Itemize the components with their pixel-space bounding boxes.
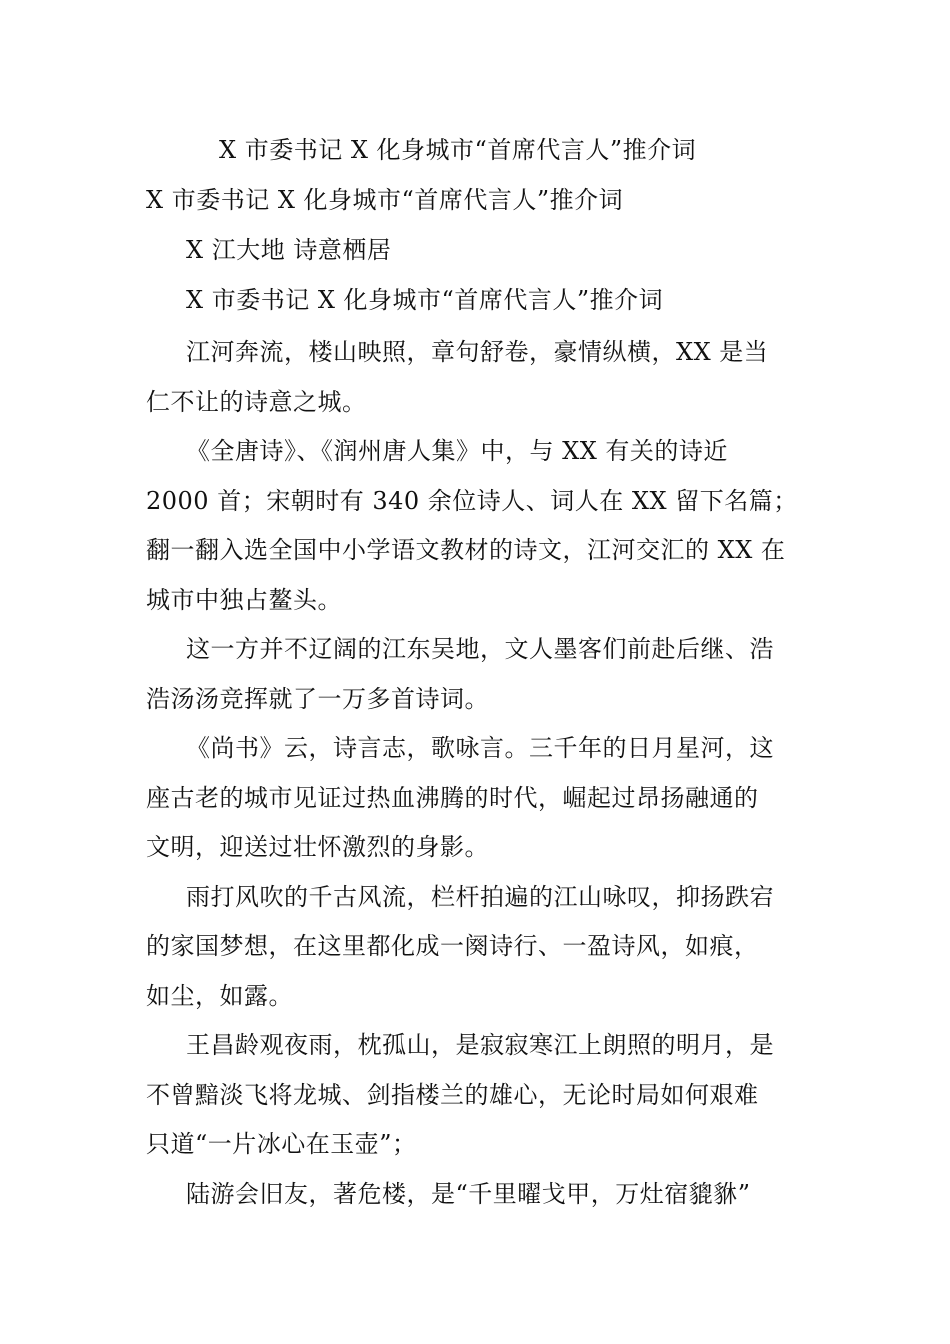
paragraph-4-line-1: 《尚书》云，诗言志，歌咏言。三千年的日月星河，这 (186, 734, 774, 762)
paragraph-6-line-2: 不曾黯淡飞将龙城、剑指楼兰的雄心，无论时局如何艰难 (146, 1081, 759, 1109)
paragraph-2-line-2: 2000 首；宋朝时有 340 余位诗人、词人在 XX 留下名篇； (146, 487, 798, 515)
paragraph-1-line-1: 江河奔流，楼山映照，章句舒卷，豪情纵横，XX 是当 (186, 338, 769, 366)
paragraph-2-line-4: 城市中独占鳌头。 (146, 586, 342, 614)
document-slogan: X 江大地 诗意栖居 (186, 236, 392, 264)
paragraph-3-line-1: 这一方并不辽阔的江东吴地，文人墨客们前赴后继、浩 (186, 635, 774, 663)
paragraph-3-line-2: 浩汤汤竞挥就了一万多首诗词。 (146, 685, 489, 713)
document-title: X 市委书记 X 化身城市“首席代言人”推介词 (219, 136, 697, 164)
paragraph-4-line-3: 文明，迎送过壮怀激烈的身影。 (146, 833, 489, 861)
paragraph-7-line-1: 陆游会旧友，著危楼，是“千里曜戈甲，万灶宿貔貅” (186, 1180, 751, 1208)
paragraph-6-line-1: 王昌龄观夜雨，枕孤山，是寂寂寒江上朗照的明月，是 (186, 1031, 774, 1059)
document-heading: X 市委书记 X 化身城市“首席代言人”推介词 (186, 286, 664, 314)
paragraph-5-line-1: 雨打风吹的千古风流，栏杆拍遍的江山咏叹，抑扬跌宕 (186, 883, 774, 911)
paragraph-5-line-3: 如尘，如露。 (146, 982, 293, 1010)
paragraph-6-line-3: 只道“一片冰心在玉壶”； (146, 1130, 417, 1158)
paragraph-4-line-2: 座古老的城市见证过热血沸腾的时代，崛起过昂扬融通的 (146, 784, 759, 812)
paragraph-5-line-2: 的家国梦想，在这里都化成一阕诗行、一盈诗风，如痕， (146, 932, 759, 960)
paragraph-1-line-2: 仁不让的诗意之城。 (146, 388, 367, 416)
document-subtitle: X 市委书记 X 化身城市“首席代言人”推介词 (146, 186, 624, 214)
paragraph-2-line-3: 翻一翻入选全国中小学语文教材的诗文，江河交汇的 XX 在 (146, 536, 786, 564)
paragraph-2-line-1: 《全唐诗》、《润州唐人集》中，与 XX 有关的诗近 (186, 437, 728, 465)
